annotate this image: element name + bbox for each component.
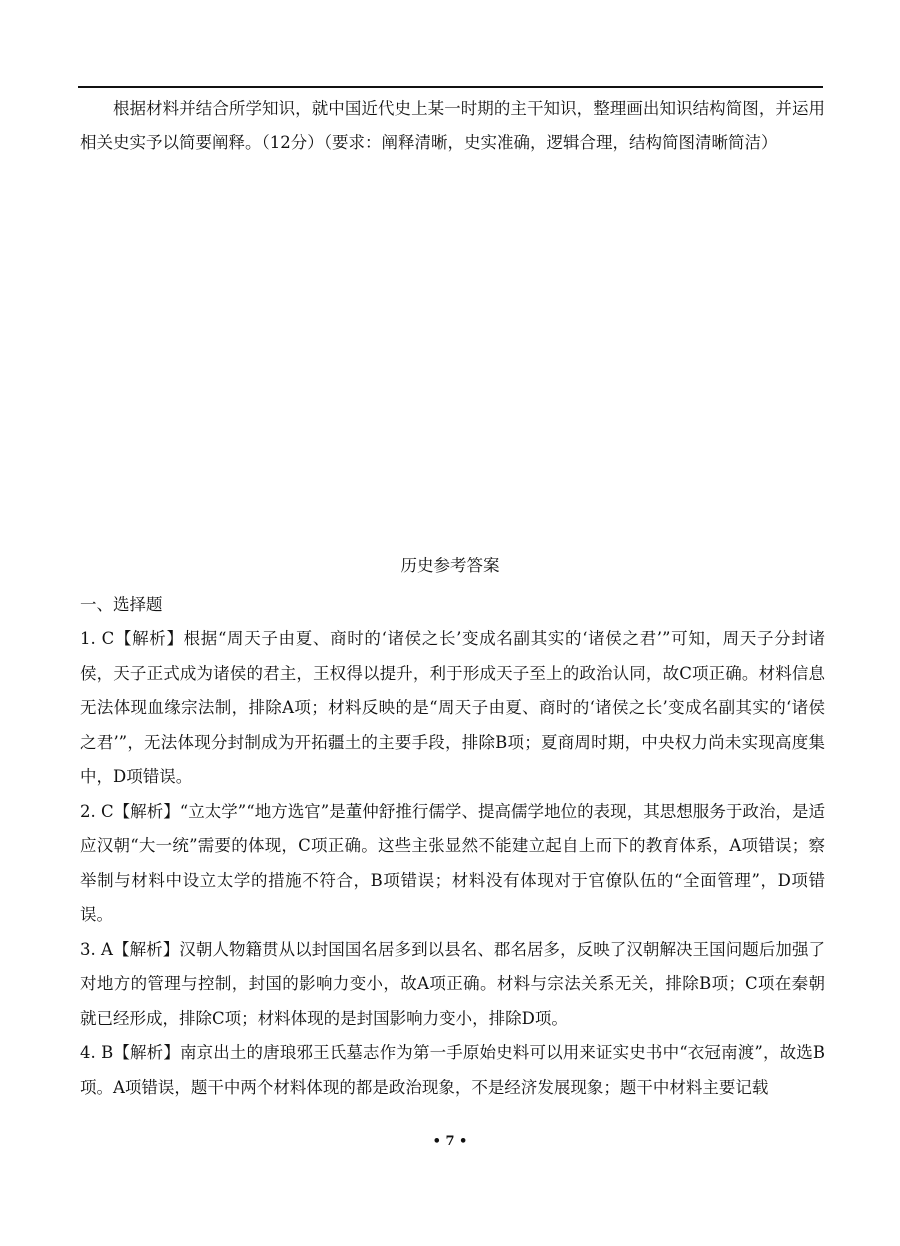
answer-text: 根据“周天子由夏、商时的‘诸侯之长’变成名副其实的‘诸侯之君’”可知，周天子分封诸侯，天子正式成为诸侯的君主，王权得以提升，利于形成天子至上的政治认同，故C项正确。材料信息无法体现血缘宗法制，排除A项；材料反映的是“周天子由夏、商时的‘诸侯之长’变成名副其实的‘诸侯之君’”，无法体现分封制成为开拓疆土的主要手段，排除B项；夏商周时期，中央权力尚未实现高度集中，D项错误。 xyxy=(80,629,825,786)
answer-text: 南京出土的唐琅邪王氏墓志作为第一手原始史料可以用来证实史书中“衣冠南渡”，故选B项。A项错误，题干中两个材料体现的都是政治现象，不是经济发展现象；题干中材料主要记载 xyxy=(80,1043,825,1097)
answer-text: 汉朝人物籍贯从以封国国名居多到以县名、郡名居多，反映了汉朝解决王国问题后加强了对地方的管理与控制，封国的影响力变小，故A项正确。材料与宗法关系无关，排除B项；C项在秦朝就已经形成，排除C项；材料体现的是封国影响力变小，排除D项。 xyxy=(80,939,826,1028)
answer-item-3 xyxy=(80,933,825,1037)
answer-item-4 xyxy=(80,1036,825,1105)
answer-item-2 xyxy=(80,795,825,933)
answer-item-1 xyxy=(80,622,825,795)
answer-title: 历史参考答案 xyxy=(400,556,500,575)
answer-label: 4. B【解析】 xyxy=(80,1043,180,1062)
question-prompt: 根据材料并结合所学知识，就中国近代史上某一时期的主干知识，整理画出知识结构简图，并运用相关史实予以简要阐释。（12分）（要求：阐释清晰，史实准确，逻辑合理，结构简图清晰简洁） xyxy=(80,99,825,152)
answer-label: 2. C【解析】 xyxy=(80,801,180,821)
top-rule xyxy=(78,86,823,88)
answer-label: 3. A【解析】 xyxy=(80,939,180,959)
section-heading: 一、选择题 xyxy=(80,595,163,614)
answer-text: “立太学”“地方选官”是董仲舒推行儒学、提高儒学地位的表现，其思想服务于政治，是适应汉朝“大一统”需要的体现，C项正确。这些主张显然不能建立起自上而下的教育体系，A项错误；察举制与材料中设立太学的措施不符合，B项错误；材料没有体现对于官僚队伍的“全面管理”，D项错误。 xyxy=(80,801,825,924)
answer-list xyxy=(80,622,825,1105)
page-number: • 7 • xyxy=(432,1134,468,1149)
answer-label: 1. C【解析】 xyxy=(80,629,184,648)
